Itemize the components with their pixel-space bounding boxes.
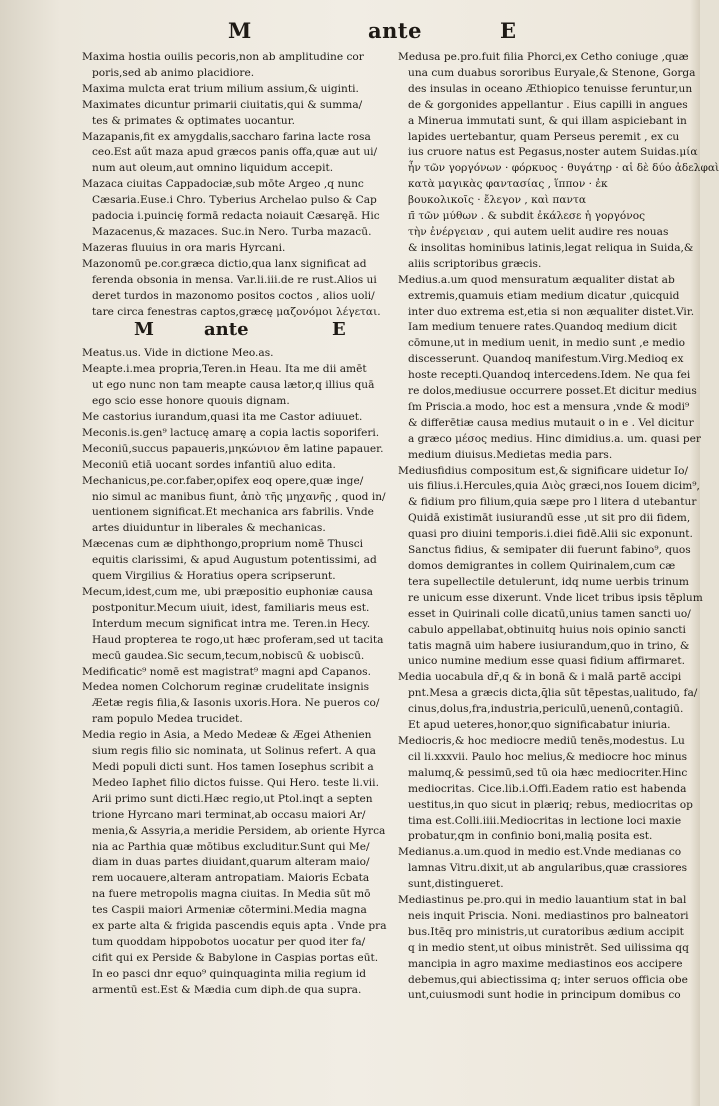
entry-line: ἦν τῶν γοργόνων · φόρκυος · θυγάτηρ · αἱ δὲ δύο ἀδελφαὶ xyxy=(408,162,719,175)
dictionary-entry xyxy=(82,257,387,321)
entry-line: re dolos,mediusue occurrere posset.Et dicitur medius xyxy=(408,385,697,398)
entry-line: neis inquit Priscia. Noni. mediastinos pro balneatori xyxy=(408,909,689,922)
entry-line: Mediocris,& hoc mediocre mediū tenēs,modestus. Lu xyxy=(398,734,685,747)
dictionary-entry xyxy=(82,362,387,410)
entry-line: ius cruore natus est Pegasus,noster autem Suidas.μία xyxy=(408,146,698,159)
entry-line: Medusa pe.pro.fuit filia Phorci,ex Cetho coniuge ,quæ xyxy=(398,51,689,63)
entry-line: artes diuiduntur in liberales & mechanicas. xyxy=(92,522,326,535)
entry-line: quem Virgilius & Horatius opera scripserunt. xyxy=(92,570,336,583)
entry-line: Æetæ regis filia,& Iasonis uxoris.Hora. Ne pueros co/ xyxy=(92,697,380,710)
entry-line: malumq,& pessimū,sed tū oia hæc mediocriter.Hinc xyxy=(408,766,688,779)
dictionary-entry xyxy=(82,426,387,442)
entry-line: Medianus.a.um.quod in medio est.Vnde medianas co xyxy=(398,846,682,859)
dictionary-entry xyxy=(398,464,703,671)
entry-line: tes & primates & optimates uocantur. xyxy=(92,114,295,127)
entry-line: probatur,qm in confinio boni,malią posita est. xyxy=(408,830,653,843)
entry-line: padocia i.puincię formā redacta noiauit Cæsaręā. Hic xyxy=(92,210,380,223)
entry-line: τὴν ἐνέργειαν , qui autem uelit audire res nouas xyxy=(408,225,669,238)
entry-line: Mazaca ciuitas Cappadociæ,sub mōte Argeo ,q nunc xyxy=(82,178,364,191)
dictionary-entry xyxy=(82,537,387,585)
entry-line: deret turdos in mazonomo positos coctos , alios uoli/ xyxy=(92,289,375,302)
dictionary-entry xyxy=(82,50,387,82)
entry-line: nio simul ac manibus fiunt, ἀπὸ τῆς μηχανῆς , quod in/ xyxy=(92,490,386,503)
running-head-letter-left: M xyxy=(228,18,252,43)
dictionary-entry xyxy=(82,130,387,178)
entry-line: Interdum mecum significat intra me. Teren.in Hecy. xyxy=(92,617,371,630)
entry-line: medium diuisus.Medietas media pars. xyxy=(408,448,613,461)
entry-line: menia,& Assyria,a meridie Persidem, ab oriente Hyrca xyxy=(92,824,386,837)
entry-line: Arii primo sunt dicti.Hæc regio,ut Ptol.inqt a septen xyxy=(92,792,373,805)
entry-line: uis filius.i.Hercules,quia Διὸς græci,nos Iouem dicim⁹, xyxy=(408,480,700,493)
entry-line: κατὰ μαγικὰς φαντασίας , ἵππον · ἐκ xyxy=(408,178,608,191)
entry-line: & differētiæ causa medius mutauit o in e . Vel dicitur xyxy=(408,416,694,429)
entry-line: Iam medium tenuere rates.Quandoq medium dicit xyxy=(408,321,677,334)
entry-line: ego scio esse honore quouis dignam. xyxy=(92,395,290,408)
entry-line: tatis magnā uim habere iusiurandum,quo in trino, & xyxy=(408,639,690,652)
entry-line: equitis clarissimi, & apud Augustum potentissimi, ad xyxy=(92,554,377,567)
dictionary-entry xyxy=(82,728,387,998)
section-head-letter-right: E xyxy=(332,319,346,341)
entry-line: Mediastinus pe.pro.qui in medio lauantium stat in bal xyxy=(398,894,687,907)
entry-line: uestitus,in quo sicut in plæriq; rebus, mediocritas op xyxy=(408,798,693,811)
entry-line: cifit qui ex Perside & Babylone in Caspias portas eūt. xyxy=(92,951,379,964)
entry-line: de & gorgonides appellantur . Eius capilli in angues xyxy=(408,98,688,111)
dictionary-entry xyxy=(82,458,387,474)
entry-line: lamnas Vitru.dixit,ut ab angularibus,quæ crassiores xyxy=(408,862,688,875)
entry-line: lapides uertebantur, quam Perseus peremit , ex cu xyxy=(408,130,680,143)
dictionary-entry xyxy=(398,670,698,734)
running-head-letter-right: E xyxy=(500,18,517,43)
entry-line: ex parte alta & frigida pascendis equis apta . Vnde pra xyxy=(92,920,387,933)
entry-line: poris,sed ab animo placidiore. xyxy=(92,66,255,79)
running-head xyxy=(0,18,700,48)
entry-line: cil li.xxxvii. Paulo hoc melius,& mediocre hoc minus xyxy=(408,750,688,763)
entry-line: extremis,quamuis etiam medium dicatur ,quicquid xyxy=(408,289,680,302)
entry-line: nia ac Parthia quæ mōtibus excluditur.Sunt qui Me/ xyxy=(92,840,370,853)
dictionary-entry xyxy=(82,585,387,665)
entry-line: ut ego nunc non tam meapte causa lætor,q illius quā xyxy=(92,379,375,392)
entry-line: bus.Itēq pro ministris,ut curatoribus ædium accipit xyxy=(408,925,684,938)
entry-line: unt,cuiusmodi sunt hodie in principum domibus co xyxy=(408,989,681,1002)
entry-line: Medi populi dicti sunt. Hos tamen Iosephus scribit a xyxy=(92,760,374,773)
entry-line: tum quoddam hippobotos uocatur per quod iter fa/ xyxy=(92,935,366,948)
dictionary-entry xyxy=(82,98,387,130)
entry-line: na fuere metropolis magna ciuitas. In Media sūt mō xyxy=(92,888,371,901)
entry-line: Maxima mulcta erat trium milium assium,& uiginti. xyxy=(82,82,359,95)
entry-line: una cum duabus sororibus Euryale,& Stenone, Gorga xyxy=(408,66,696,79)
section-head-letter-left: M xyxy=(134,319,154,341)
entry-line: Meconis.is.gen⁹ lactucę amarę a copia lactis soporiferi. xyxy=(82,426,380,439)
dictionary-entry xyxy=(398,734,693,845)
entry-line: ferenda obsonia in mensa. Var.li.iii.de re rust.Alios ui xyxy=(92,273,377,286)
entry-line: Sanctus fidius, & semipater dii fuerunt fabino⁹, quos xyxy=(408,544,691,557)
entry-line: des insulas in oceano Æthiopico tenuisse feruntur,un xyxy=(408,82,693,95)
entry-line: inter duo extrema est,etia si non æqualiter distet.Vir. xyxy=(408,305,695,318)
entry-line: sunt,distingueret. xyxy=(408,878,504,891)
dictionary-entry xyxy=(82,410,387,426)
dictionary-entry xyxy=(398,893,688,1004)
entry-line: armentū est.Est & Mædia cum diph.de qua supra. xyxy=(92,983,362,996)
dictionary-entry xyxy=(398,50,719,273)
entry-line: postponitur.Mecum uiuit, idest, familiaris meus est. xyxy=(92,601,370,614)
entry-line: tima est.Colli.iiii.Mediocritas in lectione loci maxie xyxy=(408,814,682,827)
entry-line: Haud propterea te rogo,ut hæc proferam,sed ut tacita xyxy=(92,633,384,646)
entry-line: ceo.Est aűt maza apud græcos panis offa,quæ aut ui/ xyxy=(92,146,378,159)
entry-line: Meconiū etiā uocant sordes infantiū aluo edita. xyxy=(82,458,336,471)
entry-line: π̄ τῶν μύθων . & subdit ἐκάλεσε ἡ γοργόνος xyxy=(408,210,646,223)
dictionary-entry xyxy=(82,346,387,362)
left-column xyxy=(82,50,387,999)
entry-line: num aut oleum,aut omnino liquidum accepit. xyxy=(92,162,334,175)
entry-line: unico numine medium esse quasi fidium affirmaret. xyxy=(408,655,685,668)
right-column xyxy=(398,50,719,1004)
entry-line: Cæsaria.Euse.i Chro. Tyberius Archelao pulso & Cap xyxy=(92,194,377,207)
entry-line: cōmune,ut in medium uenit, in medio sunt ,e medio xyxy=(408,337,686,350)
entry-line: Mazonomū pe.cor.græca dictio,qua lanx significat ad xyxy=(82,257,367,270)
entry-line: cabulo appellabat,obtinuitq huius nois opinio sancti xyxy=(408,623,686,636)
dictionary-entry xyxy=(82,177,387,241)
entry-line: & fidium pro filium,quia sæpe pro l litera d utebantur xyxy=(408,496,697,509)
entry-line: Medius.a.um quod mensuratum æqualiter distat ab xyxy=(398,273,675,286)
entry-line: a græco μέσος medius. Hinc dimidius.a. um. quasi per xyxy=(408,432,701,445)
dictionary-entry xyxy=(82,680,387,728)
entry-line: Meatus.us. Vide in dictione Meo.as. xyxy=(82,347,274,360)
entry-line: hoste recepti.Quandoq intercedens.Idem. Ne qua fei xyxy=(408,369,691,382)
entry-line: cinus,dolus,fra,industria,periculū,uenenū,contagiū. xyxy=(408,703,684,716)
entry-line: tare circa fenestras captos,græcę μαζονόμοι λέγεται. xyxy=(92,305,381,318)
running-head-word: ante xyxy=(368,18,422,43)
entry-line: sium regis filio sic nominata, ut Solinus refert. A qua xyxy=(92,745,376,758)
entry-line: Mechanicus,pe.cor.faber,opifex eoq opere,quæ inge/ xyxy=(82,474,364,487)
entry-line: a Minerua immutati sunt, & qui illam aspiciebant in xyxy=(408,114,687,127)
dictionary-entry xyxy=(82,474,387,538)
entry-line: diam in duas partes diuidant,quarum alteram maio/ xyxy=(92,856,370,869)
entry-line: tera supellectile detulerunt, idq nume uerbis trinum xyxy=(408,575,689,588)
entry-line: Meconiū,succus papaueris,μηκώνιον ēm latine papauer. xyxy=(82,442,384,455)
entry-line: Maximates dicuntur primarii ciuitatis,qui & summa/ xyxy=(82,98,363,111)
entry-line: quasi pro diuini temporis.i.diei fidē.Alii sic exponunt. xyxy=(408,528,693,541)
entry-line: mediocritas. Cice.lib.i.Offi.Eadem ratio est habenda xyxy=(408,782,687,795)
entry-line: Media uocabula dr̄,q & in bonā & i malā partē accipi xyxy=(398,671,682,684)
entry-line: βουκολικοῖς · ἔλεγον , καὶ παντα xyxy=(408,194,587,207)
dictionary-entry xyxy=(82,241,387,257)
entry-line: esset in Quirinali colle dicatū,unius tamen sancti uo/ xyxy=(408,607,691,620)
entry-line: Mæcenas cum æ diphthongo,proprium nomē Thusci xyxy=(82,538,364,551)
entry-line: Maxima hostia ouilis pecoris,non ab amplitudine cor xyxy=(82,51,364,63)
dictionary-entry xyxy=(398,273,701,464)
entry-line: domos demigrantes in collem Quirinalem,cum cæ xyxy=(408,560,676,572)
entry-line: & insolitas hominibus latinis,legat reliqua in Suida,& xyxy=(408,241,694,254)
entry-line: Mazeras fluuius in ora maris Hyrcani. xyxy=(82,241,286,254)
entry-line: debemus,qui abiectissima q; inter seruos officia obe xyxy=(408,973,688,986)
entry-line: trione Hyrcano mari terminat,ab occasu maiori Ar/ xyxy=(92,808,366,821)
entry-line: Medea nomen Colchorum reginæ crudelitate insignis xyxy=(82,681,370,694)
dictionary-entry xyxy=(82,442,387,458)
entry-line: Medeo Iaphet filio dictos fuisse. Qui Hero. teste li.vii. xyxy=(92,776,379,789)
entry-line: Me castorius iurandum,quasi ita me Castor adiuuet. xyxy=(82,411,363,424)
entry-line: ſm Priscia.a modo, hoc est a mensura ,vnde & modi⁹ xyxy=(408,400,690,413)
entry-line: Mediusfidius compositum est,& significare uidetur Io/ xyxy=(398,464,689,477)
entry-line: aliis scriptoribus græcis. xyxy=(408,257,542,270)
entry-line: In eo pasci dnr equo⁹ quinquaginta milia regium id xyxy=(92,967,366,980)
entry-line: mecū gaudea.Sic secum,tecum,nobiscū & uobiscū. xyxy=(92,649,365,662)
entry-line: discesserunt. Quandoq manifestum.Virg.Medioq ex xyxy=(408,353,684,366)
entry-line: re unicum esse dixerunt. Vnde licet tribus ipsis tēplum xyxy=(408,591,703,604)
entry-line: Mecum,idest,cum me, ubi præpositio euphoniæ causa xyxy=(82,586,373,598)
entry-line: tes Caspii maiori Armeniæ cōtermini.Media magna xyxy=(92,904,367,917)
entry-line: ram populo Medea trucidet. xyxy=(92,713,243,726)
entry-line: Medificatic⁹ nomē est magistrat⁹ magni apd Capanos. xyxy=(82,665,371,678)
entry-line: Mazacenus,& mazaces. Suc.in Nero. Turba mazacū. xyxy=(92,225,372,238)
section-heading xyxy=(82,319,387,344)
entry-line: pnt.Mesa a græcis dicta,q̄lia sūt tēpestas,ualitudo, fa/ xyxy=(408,687,698,700)
entry-line: uentionem significat.Et mechanica ars fabrilis. Vnde xyxy=(92,506,374,519)
entry-line: Media regio in Asia, a Medo Medeæ & Ægei Athenien xyxy=(82,729,372,742)
dictionary-entry xyxy=(398,845,688,893)
entry-line: mancipia in agro maxime mediastinos eos accipere xyxy=(408,957,683,970)
entry-line: rem uocauere,alteram antropatiam. Maioris Ecbata xyxy=(92,872,370,885)
dictionary-entry xyxy=(82,665,387,681)
entry-line: Et apud ueteres,honor,quo significabatur iniuria. xyxy=(408,719,671,732)
entry-line: Meapte.i.mea propria,Teren.in Heau. Ita me dii amēt xyxy=(82,363,367,376)
entry-line: Mazapanis,fit ex amygdalis,saccharo farina lacte rosa xyxy=(82,130,371,143)
entry-line: Quidā existimāt iusiurandū esse ,ut sit pro dii fidem, xyxy=(408,512,691,525)
section-head-word: ante xyxy=(204,319,249,341)
entry-line: q in medio stent,ut oibus ministrēt. Sed uilissima qq xyxy=(408,941,689,954)
dictionary-entry xyxy=(82,82,387,98)
